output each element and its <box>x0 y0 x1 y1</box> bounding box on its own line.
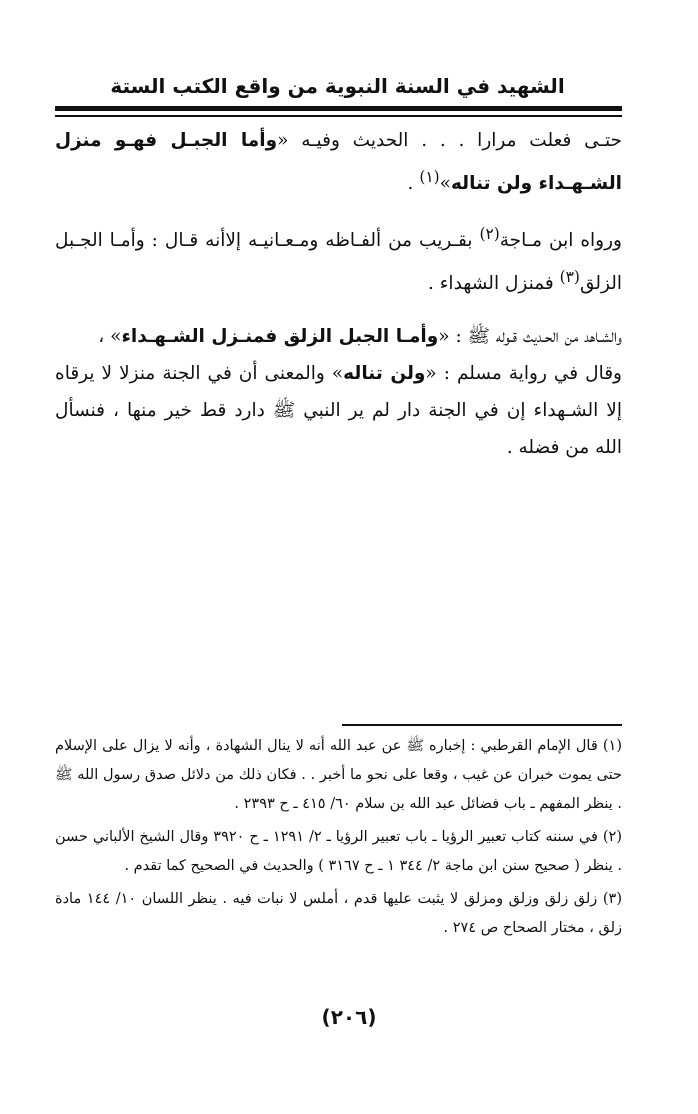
footnote-1: (١) قال الإمام القرطبي : إخباره ﷺ عن عبد الله أنه لا ينال الشهادة ، وأنه لا يزال على الإسلام حتى يموت خبران عن غيب ، وقعا على نحو ما أخبر . . فكان ذلك من دلائل صدق رسول الله ﷺ . ينظر المفهم ـ باب فضائل عبد الله بن سلام ٦٠/ ٤١٥ ـ ح ٢٣٩٣ . <box>55 738 622 812</box>
paragraph-2 <box>55 216 622 302</box>
page-number: (٢٠٦) <box>321 1005 377 1029</box>
header-rule-thin <box>55 115 622 117</box>
footnote-ref-3[interactable]: (٣) <box>559 268 580 287</box>
footnote-3: (٣) زلق زلق وزلق ومزلق لا يثبت عليها قدم ، أملس لا نبات فيه . ينظر اللسان ١٠/ ١٤٤ مادة زلق ، مختار الصحاح ص ٢٧٤ . <box>55 891 622 936</box>
paragraph-3-text-a: والشـاهد من الحـديث قـوله ﷺ : « <box>438 326 622 348</box>
paragraph-3-quote: وأمـا الجبل الزلق فمنـزل الشـهـداء <box>121 326 439 348</box>
paragraph-1-text-b: » <box>439 173 451 195</box>
footnote-divider <box>342 724 622 726</box>
footnotes <box>55 732 622 947</box>
paragraph-2-text-b: بقـريب من ألفـاظه ومـعـانيـه إلاأنه قـال : وأمـا الجـبل الزلق <box>55 230 622 295</box>
main-text <box>55 122 622 482</box>
paragraph-4-text-a: وقال في رواية مسلم : « <box>425 363 622 385</box>
paragraph-1-quote: وأما الجبـل فهـو منزل الشـهـداء ولن تناله <box>55 130 622 195</box>
paragraph-2-text-c: فمنزل الشهداء . <box>427 273 560 295</box>
paragraph-1-text-a: حتـى فعلت مرارا . . . الحديث وفيـه « <box>277 130 622 151</box>
running-header: الشهيد في السنة النبوية من واقع الكتب الستة <box>110 74 565 98</box>
paragraph-3-text-b: » ، <box>98 326 122 348</box>
paragraph-3 <box>55 318 622 466</box>
paragraph-1-text-c: . <box>407 173 420 195</box>
footnote-2: (٢) في سننه كتاب تعبير الرؤيا ـ باب تعبير الرؤيا ـ ٢/ ١٢٩١ ـ ح ٣٩٢٠ وقال الشيخ الألباني حسن . ينظر ( صحيح سنن ابن ماجة ٢/ ٣٤٤ ١ ـ ح ٣١٦٧ ) والحديث في الصحيح كما تقدم . <box>55 829 623 874</box>
footnote-ref-2[interactable]: (٢) <box>479 225 500 244</box>
paragraph-4-text-b: » والمعنى أن في الجنة منزلا لا يرقاه إلا الشـهداء إن في الجنة دار لم ير النبي ﷺ دارد قط خير منها ، فنسأل الله من فضله . <box>55 363 622 459</box>
footnote-ref-1[interactable]: (١) <box>419 168 440 186</box>
header-rule-thick <box>55 106 622 111</box>
paragraph-2-text-a: ورواه ابن مـاجة <box>499 230 622 252</box>
paragraph-1 <box>55 122 622 202</box>
paragraph-4-quote: ولن تناله <box>343 363 426 385</box>
